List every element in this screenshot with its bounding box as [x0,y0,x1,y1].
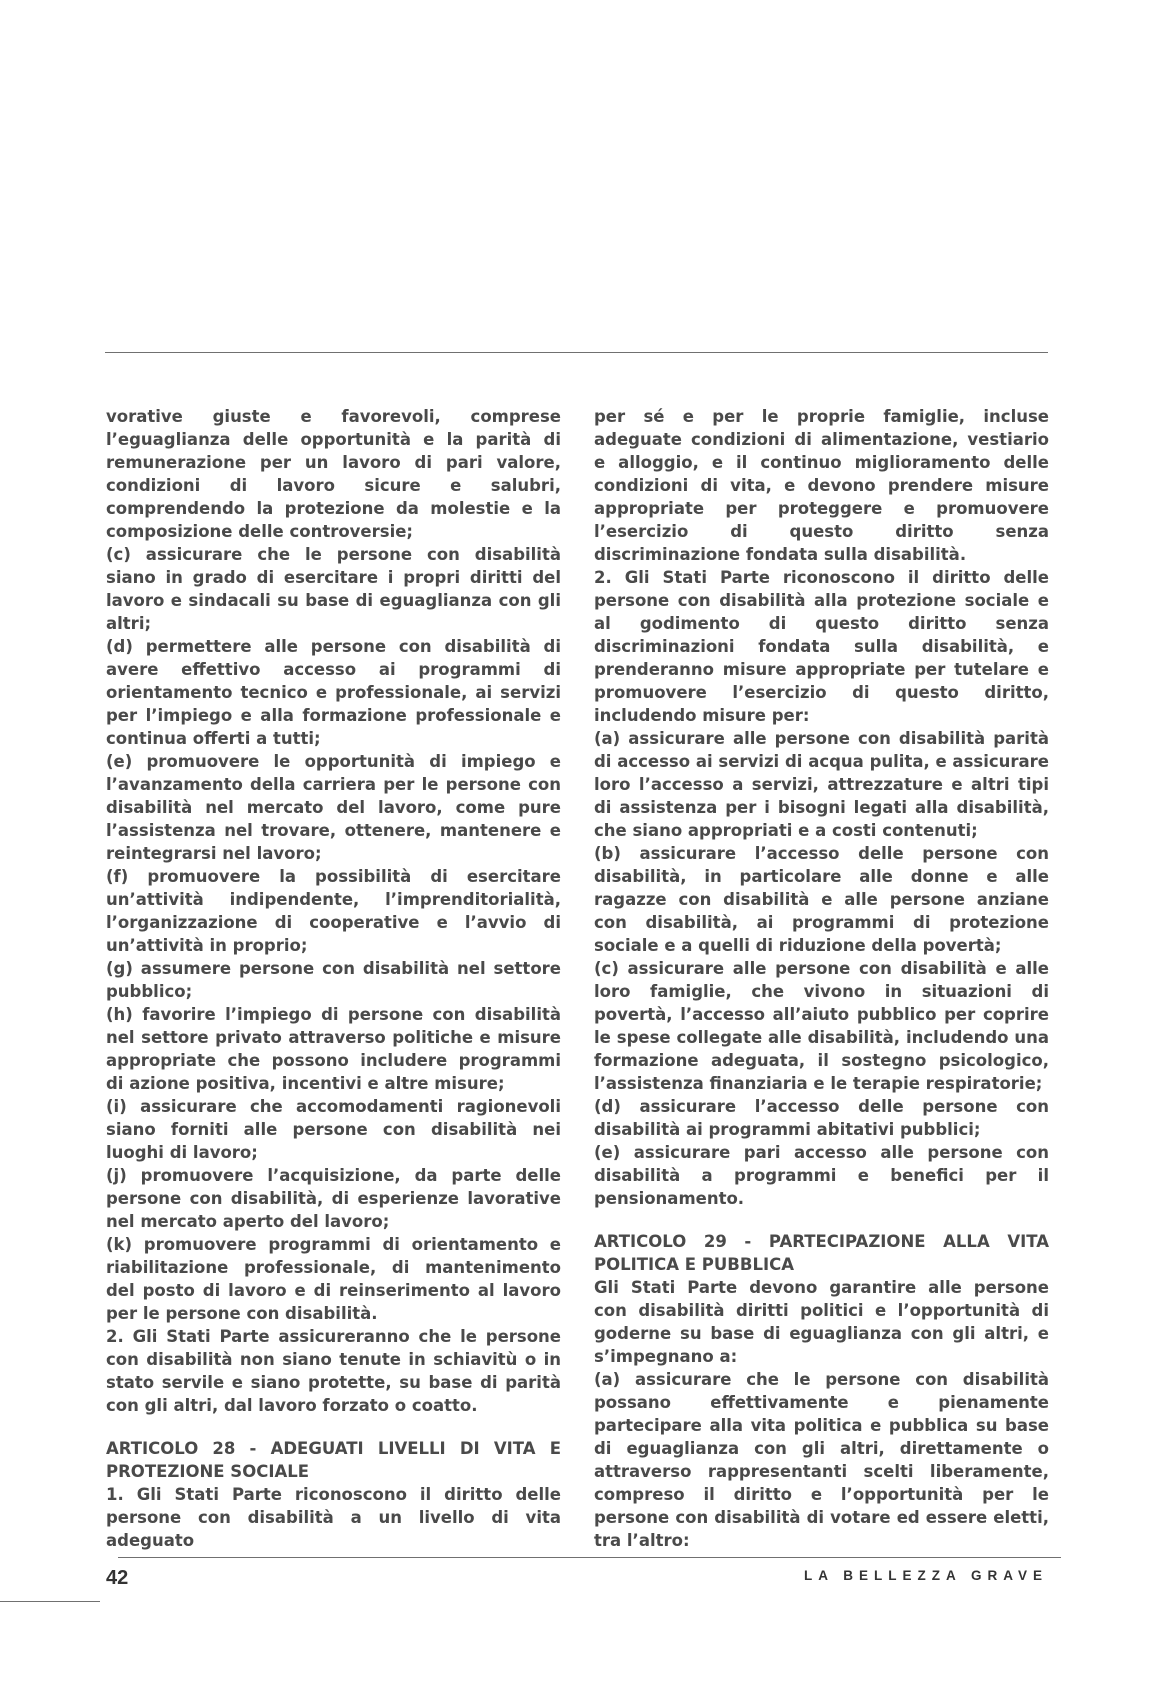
left-paragraph: (g) assumere persone con disabilità nel settore pubblico; [106,959,561,1001]
page-number: 42 [106,1567,129,1589]
right-paragraph: (d) assicurare l’accesso delle persone con disabilità ai programmi abitativi pubblici; [594,1097,1049,1139]
left-paragraph: (i) assicurare che accomodamenti ragionevoli siano forniti alle persone con disabilità nei luoghi di lavoro; [106,1097,561,1162]
left-paragraph: (k) promuovere programmi di orientamento e riabilitazione professionale, di mantenimento del posto di lavoro e di reinserimento al lavoro per le persone con disabilità. [106,1235,561,1323]
footer-margin-rule [0,1601,100,1602]
right-paragraph: (c) assicurare alle persone con disabilità e alle loro famiglie, che vivono in situazioni di povertà, l’accesso all’aiuto pubblico per coprire le spese collegate alle disabilità, includendo una formazione adeguata, il sostegno psicologico, l’assistenza finanziaria e le terapie respiratorie; [594,959,1049,1093]
right-paragraph: (a) assicurare che le persone con disabilità possano effettivamente e pienamente partecipare alla vita politica e pubblica su base di eguaglianza con gli altri, direttamente o attraverso rappresentanti scelti liberamente, compreso il diritto e l’opportunità per le persone con disabilità di votare ed essere eletti, tra l’altro: [594,1370,1049,1550]
running-title: LA BELLEZZA GRAVE [804,1568,1048,1583]
bottom-divider-rule [118,1557,1061,1558]
article-29-heading: ARTICOLO 29 - PARTECIPAZIONE ALLA VITA POLITICA E PUBBLICA [594,1232,1049,1274]
left-paragraph: (e) promuovere le opportunità di impiego e l’avanzamento della carriera per le persone con disabilità nel mercato del lavoro, come pure l’assistenza nel trovare, ottenere, mantenere e reintegrarsi nel lavoro; [106,752,561,863]
right-paragraph: (b) assicurare l’accesso delle persone con disabilità, in particolare alle donne e alle ragazze con disabilità e alle persone anziane con disabilità, ai programmi di protezione sociale e a quelli di riduzione della povertà; [594,844,1049,955]
right-paragraph: per sé e per le proprie famiglie, incluse adeguate condizioni di alimentazione, vestiario e alloggio, e il continuo miglioramento delle condizioni di vita, e devono prendere misure appropriate per proteggere e promuovere l’esercizio di questo diritto senza discriminazione fondata sulla disabilità. [594,407,1049,564]
right-paragraph: (e) assicurare pari accesso alle persone con disabilità a programmi e benefici per il pensionamento. [594,1143,1049,1208]
left-paragraph: vorative giuste e favorevoli, comprese l’eguaglianza delle opportunità e la parità di remunerazione per un lavoro di pari valore, condizioni di lavoro sicure e salubri, comprendendo la protezione da molestie e la composizione delle controversie; [106,407,561,541]
left-paragraph: (d) permettere alle persone con disabilità di avere effettivo accesso ai programmi di orientamento tecnico e professionale, ai servizi per l’impiego e alla formazione professionale e continua offerti a tutti; [106,637,561,748]
left-text-column [106,405,561,1552]
left-paragraph: (j) promuovere l’acquisizione, da parte delle persone con disabilità, di esperienze lavorative nel mercato aperto del lavoro; [106,1166,561,1231]
left-paragraph: 2. Gli Stati Parte assicureranno che le persone con disabilità non siano tenute in schiavitù o in stato servile e siano protette, su base di parità con gli altri, dal lavoro forzato o coatto. [106,1327,561,1415]
left-paragraph: (c) assicurare che le persone con disabilità siano in grado di esercitare i propri diritti del lavoro e sindacali su base di eguaglianza con gli altri; [106,545,561,633]
left-paragraph: (f) promuovere la possibilità di esercitare un’attività indipendente, l’imprenditorialità, l’organizzazione di cooperative e l’avvio di un’attività in proprio; [106,867,561,955]
right-paragraph: Gli Stati Parte devono garantire alle persone con disabilità diritti politici e l’opportunità di goderne su base di eguaglianza con gli altri, e s’impegnano a: [594,1278,1049,1366]
left-paragraph: 1. Gli Stati Parte riconoscono il diritto delle persone con disabilità a un livello di vita adeguato [106,1485,561,1550]
right-paragraph: 2. Gli Stati Parte riconoscono il diritto delle persone con disabilità alla protezione sociale e al godimento di questo diritto senza discriminazioni fondata sulla disabilità, e prenderanno misure appropriate per tutelare e promuovere l’esercizio di questo diritto, includendo misure per: [594,568,1049,725]
left-paragraph: (h) favorire l’impiego di persone con disabilità nel settore privato attraverso politiche e misure appropriate che possono includere programmi di azione positiva, incentivi e altre misure; [106,1005,561,1093]
article-28-heading: ARTICOLO 28 - ADEGUATI LIVELLI DI VITA E PROTEZIONE SOCIALE [106,1439,561,1481]
right-text-column [594,405,1049,1552]
top-divider-rule [105,352,1048,353]
right-paragraph: (a) assicurare alle persone con disabilità parità di accesso ai servizi di acqua pulita, e assicurare loro l’accesso a servizi, attrezzature e altri tipi di assistenza per i bisogni legati alla disabilità, che siano appropriati e a costi contenuti; [594,729,1049,840]
